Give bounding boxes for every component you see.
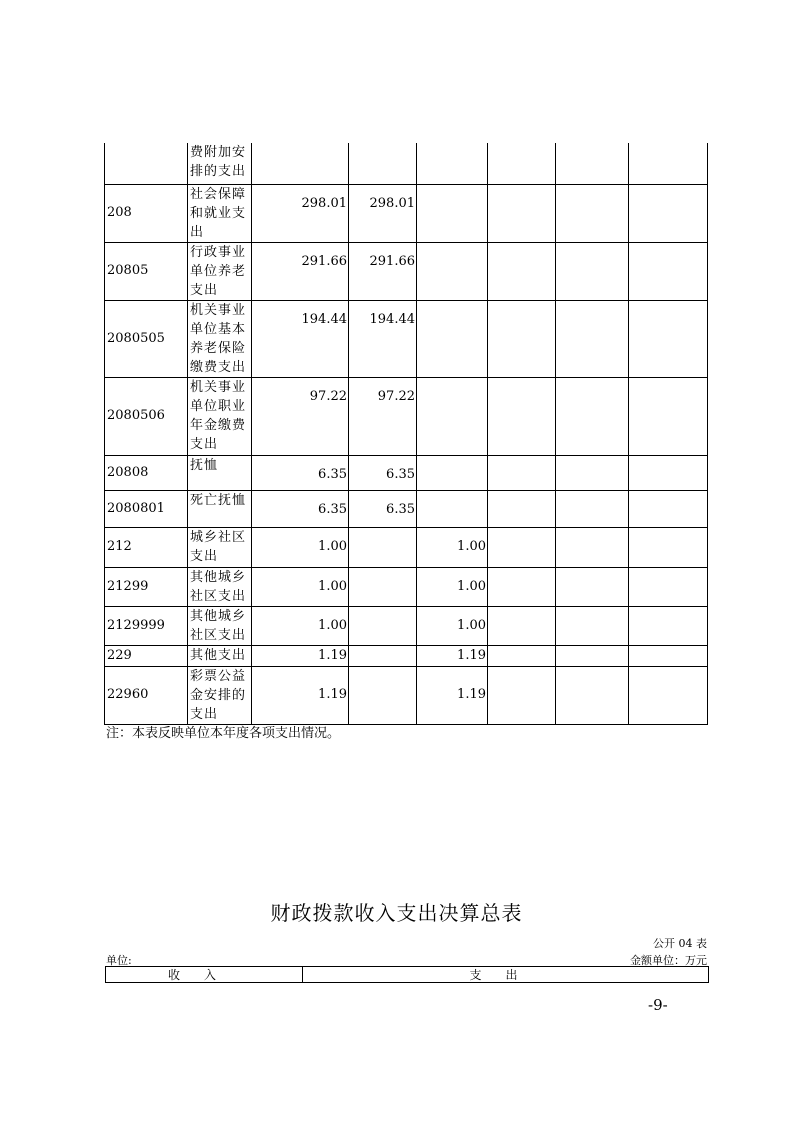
- row-name: 其他城乡社区支出: [188, 606, 252, 645]
- row-name: 彩票公益金安排的支出: [188, 666, 252, 724]
- table-row: [105, 567, 708, 606]
- row-name: 机关事业单位基本养老保险缴费支出: [188, 300, 252, 377]
- row-name: 其他支出: [188, 645, 252, 666]
- row-code: 2080801: [105, 490, 188, 527]
- row-total: 298.01: [252, 184, 349, 242]
- table-row: [105, 143, 708, 184]
- row-basic: 97.22: [349, 377, 417, 455]
- summary-header-table: [105, 966, 709, 983]
- table-row: [105, 490, 708, 527]
- row-name: 抚恤: [188, 455, 252, 490]
- row-total: 194.44: [252, 300, 349, 377]
- row-name: 费附加安排的支出: [188, 143, 252, 184]
- row-code: 2080505: [105, 300, 188, 377]
- row-total: 6.35: [252, 455, 349, 490]
- page-title: 财政拨款收入支出决算总表: [270, 901, 523, 925]
- table-row: [105, 242, 708, 300]
- row-code: 212: [105, 527, 188, 567]
- row-name: 行政事业单位养老支出: [188, 242, 252, 300]
- row-project: [417, 455, 488, 490]
- page-number: -9-: [648, 996, 668, 1014]
- table-row: [105, 377, 708, 455]
- row-total: 1.00: [252, 606, 349, 645]
- row-project: [417, 143, 488, 184]
- row-basic: [349, 645, 417, 666]
- row-basic: [349, 143, 417, 184]
- row-name: 其他城乡社区支出: [188, 567, 252, 606]
- expenditure-table: [104, 143, 708, 725]
- table-row: [105, 645, 708, 666]
- row-code: 20805: [105, 242, 188, 300]
- row-basic: 291.66: [349, 242, 417, 300]
- row-code: [105, 143, 188, 184]
- table-note: 注：本表反映单位本年度各项支出情况。: [106, 726, 341, 741]
- row-project: [417, 184, 488, 242]
- row-total: 1.19: [252, 645, 349, 666]
- row-total: 1.19: [252, 666, 349, 724]
- row-code: 21299: [105, 567, 188, 606]
- table-row: [105, 300, 708, 377]
- table-row: [105, 527, 708, 567]
- row-total: 1.00: [252, 527, 349, 567]
- row-code: 229: [105, 645, 188, 666]
- row-project: 1.19: [417, 645, 488, 666]
- row-total: 291.66: [252, 242, 349, 300]
- row-project: 1.00: [417, 606, 488, 645]
- row-total: [252, 143, 349, 184]
- unit-label: 单位:: [106, 954, 132, 967]
- row-basic: [349, 666, 417, 724]
- row-basic: 6.35: [349, 490, 417, 527]
- row-name: 城乡社区支出: [188, 527, 252, 567]
- table-row: [105, 184, 708, 242]
- row-basic: [349, 527, 417, 567]
- row-code: 2129999: [105, 606, 188, 645]
- row-code: 20808: [105, 455, 188, 490]
- row-name: 死亡抚恤: [188, 490, 252, 527]
- income-header: 收入: [106, 967, 303, 983]
- row-basic: [349, 567, 417, 606]
- row-basic: 6.35: [349, 455, 417, 490]
- row-project: 1.00: [417, 567, 488, 606]
- row-basic: [349, 606, 417, 645]
- row-name: 社会保障和就业支出: [188, 184, 252, 242]
- money-unit-label: 金额单位：万元: [630, 954, 707, 967]
- table-row: [105, 455, 708, 490]
- row-basic: 298.01: [349, 184, 417, 242]
- row-name: 机关事业单位职业年金缴费支出: [188, 377, 252, 455]
- expense-header: 支出: [303, 967, 709, 983]
- table-row: [105, 666, 708, 724]
- row-project: 1.00: [417, 527, 488, 567]
- table-row: [105, 606, 708, 645]
- row-total: 1.00: [252, 567, 349, 606]
- row-project: [417, 377, 488, 455]
- form-number: 公开 04 表: [653, 937, 707, 950]
- row-total: 97.22: [252, 377, 349, 455]
- row-code: 22960: [105, 666, 188, 724]
- row-code: 2080506: [105, 377, 188, 455]
- row-project: 1.19: [417, 666, 488, 724]
- row-project: [417, 300, 488, 377]
- row-basic: 194.44: [349, 300, 417, 377]
- row-project: [417, 242, 488, 300]
- row-code: 208: [105, 184, 188, 242]
- row-total: 6.35: [252, 490, 349, 527]
- row-project: [417, 490, 488, 527]
